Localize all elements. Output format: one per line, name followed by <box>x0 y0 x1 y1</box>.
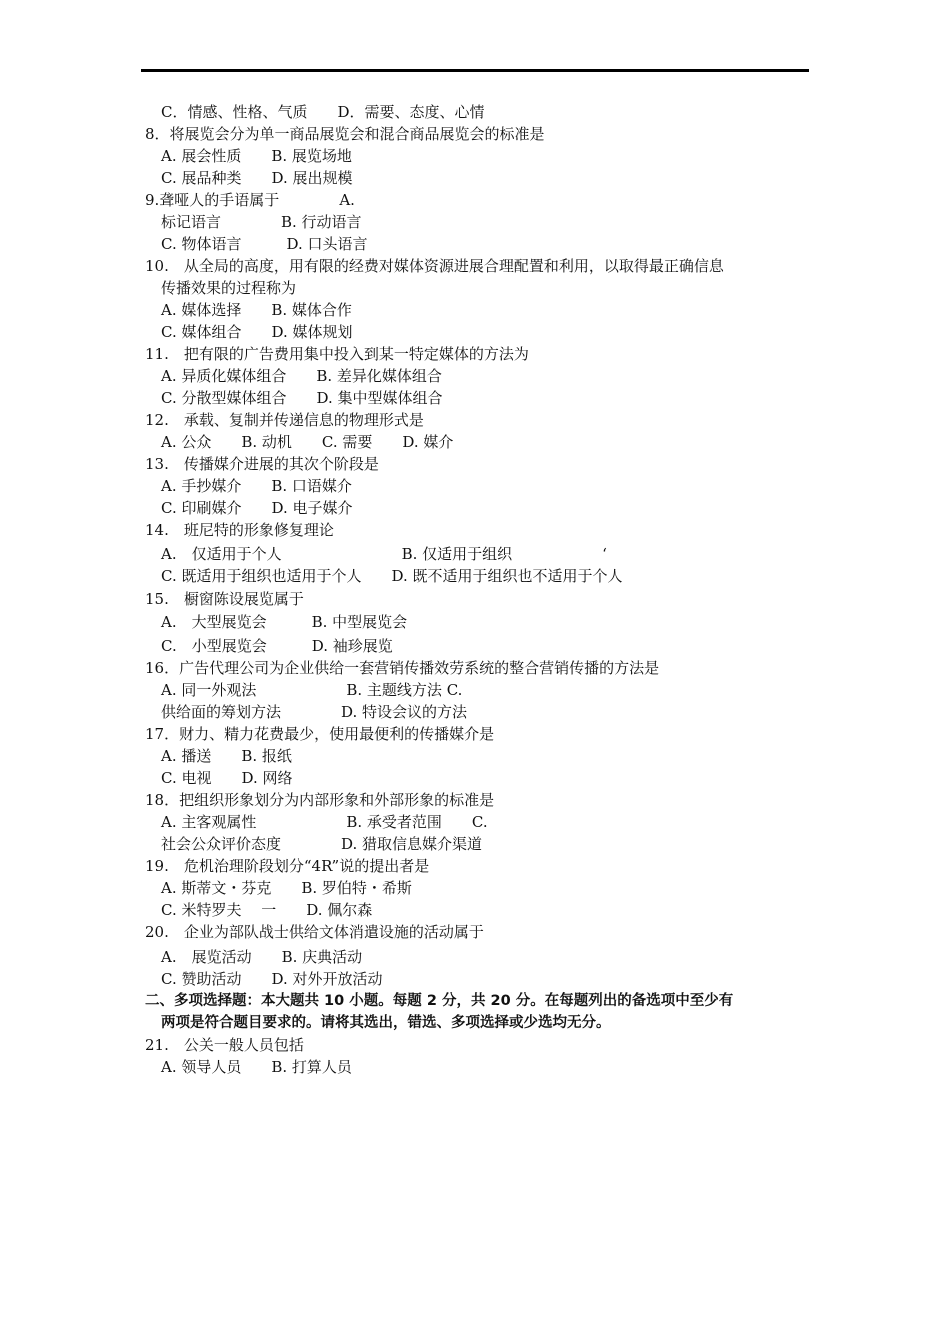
q9-options-ab: 标记语言 B. 行动语言 <box>161 213 362 231</box>
q8-options-ab: A. 展会性质 B. 展览场地 <box>161 147 352 165</box>
q10-options-ab: A. 媒体选择 B. 媒体合作 <box>161 301 352 319</box>
q17-options-cd: C. 电视 D. 网络 <box>161 769 293 787</box>
q16-options-cd: 供给面的筹划方法 D. 特设会议的方法 <box>161 703 468 721</box>
q7-options-cd: C．情感、性格、气质 D．需要、态度、心情 <box>161 103 485 121</box>
q8-options-cd: C. 展品种类 D. 展出规模 <box>161 169 353 187</box>
q21-stem: 21. 公关一般人员包括 <box>145 1036 304 1054</box>
top-rule <box>141 69 809 72</box>
section-two-heading: 二、多项选择题：本大题共 10 小题。每题 2 分，共 20 分。在每题列出的备选项中至少有 <box>145 993 734 1009</box>
q14-options-cd: C. 既适用于组织也适用于个人 D. 既不适用于组织也不适用于个人 <box>161 567 623 585</box>
q18-stem: 18．把组织形象划分为内部形象和外部形象的标准是 <box>145 791 495 809</box>
q17-stem: 17．财力、精力花费最少，使用最便利的传播媒介是 <box>145 725 495 743</box>
q15-options-cd: C. 小型展览会 D. 袖珍展览 <box>161 637 393 655</box>
q9-options-cd: C. 物体语言 D. 口头语言 <box>161 235 368 253</box>
q13-options-ab: A. 手抄媒介 B. 口语媒介 <box>161 477 352 495</box>
q11-options-cd: C. 分散型媒体组合 D. 集中型媒体组合 <box>161 389 443 407</box>
q17-options-ab: A. 播送 B. 报纸 <box>161 747 292 765</box>
q21-options-ab: A. 领导人员 B. 打算人员 <box>161 1058 352 1076</box>
q19-options-ab: A. 斯蒂文・芬克 B. 罗伯特・希斯 <box>161 879 412 897</box>
q10-stem: 10. 从全局的高度，用有限的经费对媒体资源进展合理配置和利用，以取得最正确信息 <box>145 257 724 275</box>
q20-options-cd: C. 赞助活动 D. 对外开放活动 <box>161 970 383 988</box>
q11-stem: 11. 把有限的广告费用集中投入到某一特定媒体的方法为 <box>145 345 529 363</box>
q13-stem: 13. 传播媒介进展的其次个阶段是 <box>145 455 379 473</box>
q10-options-cd: C. 媒体组合 D. 媒体规划 <box>161 323 353 341</box>
q16-stem: 16．广告代理公司为企业供给一套营销传播效劳系统的整合营销传播的方法是 <box>145 659 660 677</box>
q14-stem: 14. 班尼特的形象修复理论 <box>145 521 334 539</box>
q19-options-cd: C. 米特罗夫 一 D. 佩尔森 <box>161 901 373 919</box>
q15-options-ab: A. 大型展览会 B. 中型展览会 <box>161 613 408 631</box>
q12-stem: 12. 承载、复制并传递信息的物理形式是 <box>145 411 424 429</box>
q9-stem: 9.聋哑人的手语属于 A. <box>145 191 355 209</box>
q19-stem: 19. 危机治理阶段划分“4R”说的提出者是 <box>145 857 430 875</box>
q18-options-cd: 社会公众评价态度 D. 猎取信息媒介渠道 <box>161 835 483 853</box>
q20-stem: 20. 企业为部队战士供给文体消遣设施的活动属于 <box>145 923 484 941</box>
q11-options-ab: A. 异质化媒体组合 B. 差异化媒体组合 <box>161 367 442 385</box>
q8-stem: 8．将展览会分为单一商品展览会和混合商品展览会的标准是 <box>145 125 545 143</box>
q10-stem-cont: 传播效果的过程称为 <box>161 279 297 297</box>
q12-options: A. 公众 B. 动机 C. 需要 D. 媒介 <box>161 433 454 451</box>
q20-options-ab: A. 展览活动 B. 庆典活动 <box>161 948 363 966</box>
section-two-heading-cont: 两项是符合题目要求的。请将其选出，错选、多项选择或少选均无分。 <box>161 1015 611 1031</box>
q18-options-ab: A. 主客观属性 B. 承受者范围 C. <box>161 813 488 831</box>
q15-stem: 15. 橱窗陈设展览属于 <box>145 590 304 608</box>
q16-options-ab: A. 同一外观法 B. 主题线方法 C. <box>161 681 463 699</box>
q14-options-ab: A. 仅适用于个人 B. 仅适用于组织 ‘ <box>161 545 607 563</box>
q13-options-cd: C. 印刷媒介 D. 电子媒介 <box>161 499 353 517</box>
